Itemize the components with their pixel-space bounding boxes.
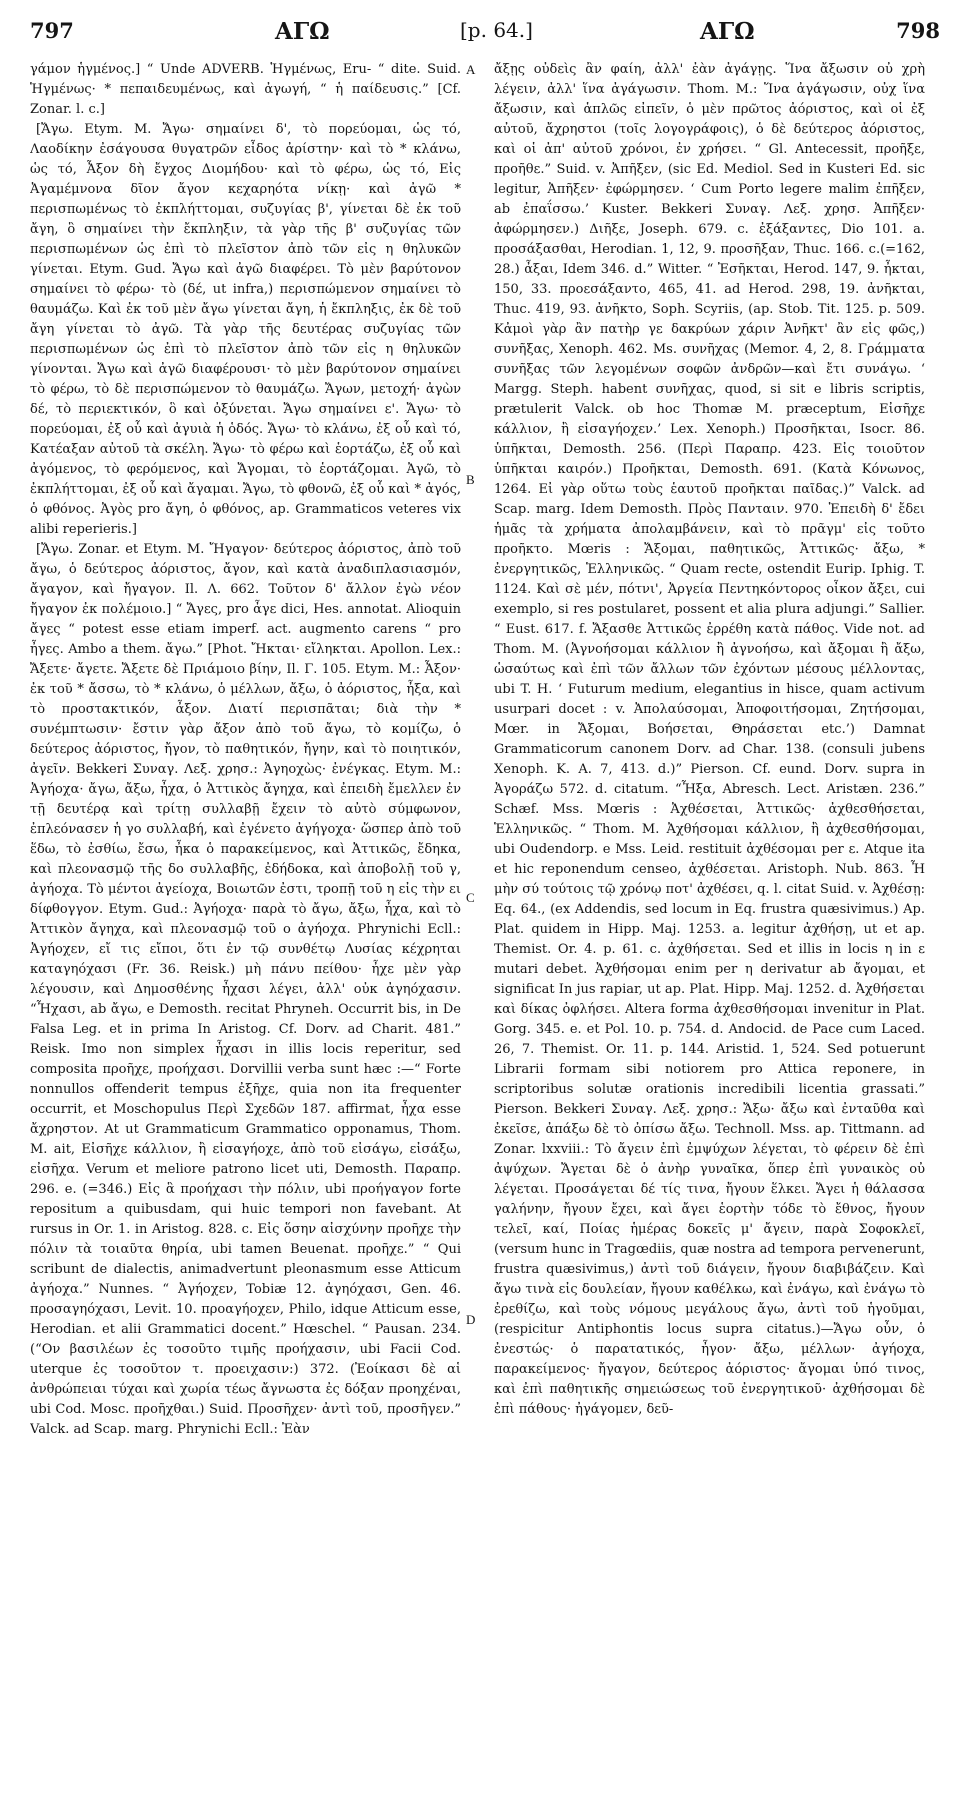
right-column [494, 60, 925, 1805]
right-paragraph-1: ἄξῃς οὐδεὶς ἂν φαίη, ἀλλ' ἐὰν ἀγάγῃς. Ἵνα ἄξωσιν οὐ χρὴ λέγειν, ἀλλ' ἵνα ἀγάγωσιν. Thom. M.: Ἵνα ἀγάγωσιν, οὐχ ἵνα ἄξωσιν, καὶ ἁπλῶς εἰπεῖν, ὁ μὲν πρῶτος ἀόριστος, καὶ οἱ ἐξ αὐτοῦ, ἄχρηστοι (τοῖς λογογράφοις), ὁ δὲ δεύτερος ἀόριστος, καὶ οἱ ἀπ' αὐτοῦ χρόνοι, ἐν χρήσει. “ Gl. Antecessit, προῆξε, προῆθε.” Suid. v. Ἀπῆξεν, (sic Ed. Mediol. Sed in Kusteri Ed. sic legitur, Ἀπῆξεν· ἐφώρμησεν. ‘ Cum Porto legere malim ἐπῆξεν, ab ἐπαΐσσω.’ Kuster. Bekkeri Συναγ. Λεξ. χρησ. Ἀπῆξεν· ἀφώρμησεν.) Διῆξε, Joseph. 679. c. ἐξάξαντες, Dio 101. a. προσάξασθαι, Herodian. 1, 12, 9. προσῆξαν, Thuc. 166. c.(=162, 28.) ἆξαι, Idem 346. d.” Witter. “ Ἐσῆκται, Herod. 147, 9. ἦκται, 150, 33. προεσάξαντο, 465, 41. ad Herod. 298, 19. ἀνῆκται, Thuc. 419, 93. ἀνῆκτο, Soph. Scyriis, (ap. Stob. Tit. 125. p. 509. Κἀμοὶ γὰρ ἂν πατὴρ γε δακρύων χάριν Ἀνῆκτ' ἂν εἰς φῶς,) συνῆξας, Xenoph. 462. Ms. συνῆχας (Memor. 4, 2, 8. Γράμματα συνῆξας τῶν λεγομένων σοφῶν ἀνδρῶν—καὶ ἔτι συνάγω. ‘ Margg. Steph. habent συνῆχας, quod, si sit e libris scriptis, prætulerit Valck. ob hoc Thomæ M. præceptum, Εἰσῆχε κάλλιον, ἢ εἰσαγήοχεν.’ Lex. Xenoph.) Προσῆκται, Isocr. 86. ὑπῆκται, Demosth. 256. (Περὶ Παραπρ. 423. Εἰς τοιοῦτον ὑπῆκται καιρόν.) Προῆκται, Demosth. 691. (Κατὰ Κόνωνος, 1264. Εἰ γὰρ οὕτω τοὺς ἑαυτοῦ προῆκται παῖδας.)” Valck. ad Scap. marg. Idem Demosth. Πρὸς Πανταιν. 970. Ἐπειδὴ δ' ἔδει ἡμᾶς τὰ χρήματα ἀπολαμβάνειν, καὶ τὸ πρᾶγμ' εἰς τοῦτο προῆκτο. Mœris : Ἄξομαι, παθητικῶς, Ἀττικῶς· ἄξω, * ἐνεργητικῶς, Ἑλληνικῶς. “ Quam recte, ostendit Eurip. Iphig. T. 1124. Καὶ σὲ μέν, πότνι', Ἀργεία Πεντηκόντορος οἶκον ἄξει, cui exemplo, si res postularet, possent et alia plura adjungi.” Sallier. “ Eust. 617. f. Ἄξασθε Ἀττικῶς ἐρρέθη κατὰ πάθος. Vide not. ad Thom. M. (Ἀγνοήσομαι κάλλιον ἢ ἀγνοήσω, καὶ ἄξομαι ἢ ἄξω, ὡσαύτως καὶ ἐπὶ τῶν ἄλλων τῶν ἐχόντων μέσους μέλλοντας, ubi T. H. ‘ Futurum medium, elegantius in hisce, quam activum usurpari docet : v. Ἀπολαύσομαι, Ἀποφοιτήσομαι, Ζητήσομαι, Mœr. in Ἄξομαι, Βοήσεται, Θηράσεται etc.’) Damnat Grammaticorum canonem Dorv. ad Char. 138. (consuli jubens Xenoph. K. A. 7, 413. d.)” Pierson. Cf. eund. Dorv. supra in Ἀγοράζω 572. d. citatum. “Ἦξα, Abresch. Lect. Aristæn. 236.” Schæf. Mss. Mœris : Ἀχθέσεται, Ἀττικῶς· ἀχθεσθήσεται, Ἑλληνικῶς. “ Thom. M. Ἀχθήσομαι κάλλιον, ἢ ἀχθεσθήσομαι, ubi Oudendorp. e Mss. Leid. restituit ἀχθέσομαι per ε. Atque ita et hic reponendum censeo, ἀχθέσεται. Aristoph. Nub. 863. Ἦ μὴν σύ τούτοις τῷ χρόνῳ ποτ' ἀχθέσει, q. l. citat Suid. v. Ἀχθέσῃ: Eq. 64., (ex Addendis, sed locum in Eq. frustra quæsivimus.) Ap. Plat. quidem in Hipp. Maj. 1253. a. legitur ἀχθήσῃ, ut et ap. Themist. Or. 4. p. 61. c. ἀχθήσεται. Sed et illis in locis η in ε mutari debet. Ἀχθήσομαι enim per η derivatur ab ἄγομαι, et significat In jus rapiar, ut ap. Plat. Hipp. Maj. 1252. d. Ἀχθήσεται καὶ δίκας ὀφλήσει. Altera forma ἀχθεσθήσομαι invenitur in Plat. Gorg. 345. e. et Pol. 10. p. 754. d. Andocid. de Pace cum Laced. 26, 7. Themist. Or. 11. p. 144. Aristid. 1, 524. Sed potuerunt Librarii formam sibi notiorem pro Attica reponere, in scriptoribus solutæ orationis incredibili licentia grassati.” Pierson. Bekkeri Συναγ. Λεξ. χρησ.: Ἄξω· ἄξω καὶ ἐνταῦθα καὶ ἐκεῖσε, ἀπάξω δὲ τὸ ὀπίσω ἄξω. Technoll. Mss. ap. Tittmann. ad Zonar. lxxviii.: Τὸ ἄγειν ἐπὶ ἐμψύχων λέγεται, τὸ φέρειν δὲ ἐπὶ ἀψύχων. Ἄγεται δὲ ὁ ἀνὴρ γυναῖκα, ὅπερ ἐπὶ γυναικὸς οὐ λέγεται. Προσάγεται δέ τίς τινα, ἤγουν ἕλκει. Ἄγει ἡ θάλασσα γαλήνην, ἤγουν ἔχει, καὶ ἄγει ἑορτὴν τόδε τὸ ἔθνος, ἤγουν τελεῖ, καί, Ποίας ἡμέρας δοκεῖς μ' ἄγειν, παρὰ Σοφοκλεῖ, (versum hunc in Tragœdiis, quæ nostra ad tempora pervenerunt, frustra quæsivimus,) ἀντὶ τοῦ διάγειν, ἤγουν διαβιβάζειν. Καὶ ἄγω τινὰ εἰς δουλείαν, ἤγουν καθέλκω, καὶ ἐνάγω, καὶ ἐνάγω τὸ ἐρεθίζω, καὶ τοὺς νόμους μεγάλους ἄγω, ἀντὶ τοῦ ἡγοῦμαι, (respicitur Antiphontis locus supra citatus.)—Ἄγω οὖν, ὁ ἐνεστώς· ὁ παρατατικός, ἦγον· ἄξω, μέλλων· ἀγήοχα, παρακείμενος· ἤγαγον, δεύτερος ἀόριστος· ἄγομαι ὑπό τινος, καὶ ἐπὶ παθητικῆς σημειώσεως τοῦ ἐνεργητικοῦ· ἀχθήσομαι δὲ ἐπὶ πάθους· ἠγάγομεν, δεῦ- [494, 62, 925, 1417]
original-page-reference: [p. 64.] [460, 18, 533, 42]
running-headword-left: ΑΓΩ [275, 18, 330, 45]
running-headword-right: ΑΓΩ [700, 18, 755, 45]
section-marker-c: C [466, 890, 475, 905]
left-paragraph-3: [Ἄγω. Zonar. et Etym. M. Ἤγαγον· δεύτερος ἀόριστος, ἀπὸ τοῦ ἄγω, ὁ δεύτερος ἀόριστος, ἄγον, καὶ κατὰ ἀναδιπλασιασμόν, ἄγαγον, καὶ ἤγαγον. Il. Λ. 662. Τοῦτον δ' ἄλλον ἐγὼ νέον ἤγαγον ἐκ πολέμοιο.] “ Ἄγες, pro ἆγε dici, Hes. annotat. Alioquin ἄγες “ potest esse etiam imperf. act. augmento carens “ pro ἦγες. Ambo a them. ἄγω.” [Phot. Ἤκται· εἴληκται. Apollon. Lex.: Ἄξετε· ἄγετε. Ἄξετε δὲ Πριάμοιο βίην, Il. Γ. 105. Etym. M.: Ἆξον· ἐκ τοῦ * ἄσσω, τὸ * κλάνω, ὁ μέλλων, ἄξω, ὁ ἀόριστος, ἦξα, καὶ τὸ προστακτικόν, ἆξον. Διατί περισπᾶται; διὰ τὴν * συνέμπτωσιν· ἔστιν γὰρ ἄξον ἀπὸ τοῦ ἄγω, τὸ κομίζω, ὁ δεύτερος ἀόριστος, ἤγον, τὸ παθητικόν, ἤγην, καὶ τὸ ποιητικόν, ἀγεῖν. Bekkeri Συναγ. Λεξ. χρησ.: Ἀγηοχὼς· ἐνέγκας. Etym. M.: Ἀγήοχα· ἄγω, ἄξω, ἦχα, ὁ Ἀττικὸς ἄγηχα, καὶ ἐπειδὴ ἔμελλεν ἐν τῇ δευτέρᾳ καὶ τρίτῃ συλλαβῇ ἔχειν τὸ αὐτὸ σύμφωνον, ἐπλεόνασεν ἡ γο συλλαβή, καὶ ἐγένετο ἀγήγοχα· ὥσπερ ἀπὸ τοῦ ἕδω, τὸ ἐσθίω, ἔσω, ἦκα ὁ παρακείμενος, καὶ Ἀττικῶς, ἔδηκα, καὶ πλεονασμῷ τῆς δο συλλαβῆς, ἐδήδοκα, καὶ ἀποβολῇ τοῦ γ, ἀγήοχα. Τὸ μέντοι ἀγείοχα, Βοιωτῶν ἐστι, τροπῇ τοῦ η εἰς τὴν ει δίφθογγον. Etym. Gud.: Ἀγήοχα· παρὰ τὸ ἄγω, ἄξω, ἦχα, καὶ τὸ Ἀττικὸν ἄγηχα, καὶ πλεονασμῷ τοῦ ο ἀγήοχα. Phrynichi Ecll.: Ἀγήοχεν, εἴ τις εἴποι, ὅτι ἐν τῷ συνθέτῳ Λυσίας κέχρηται καταγηόχασι (Fr. 36. Reisk.) μὴ πάνυ πείθου· ἦχε μὲν γὰρ λέγουσιν, καὶ Δημοσθένης ἦχασι λέγει, ἀλλ' οὐκ ἀγηόχασιν. “Ἦχασι, ab ἄγω, e Demosth. recitat Phryneh. Occurrit bis, in De Falsa Leg. et in prima In Aristog. Cf. Dorv. ad Charit. 481.” Reisk. Imo non simplex ἦχασι in illis locis reperitur, sed composita προῆχε, προήχασι. Dorvillii verba sunt hæc :—“ Forte nonnullos offenderit tempus ἐξῆχε, quia non ita frequenter occurrit, et Moschopulus Περὶ Σχεδῶν 187. affirmat, ἦχα esse ἄχρηστον. At ut Grammaticum Grammatico opponamus, Thom. M. ait, Εἰσῆχε κάλλιον, ἢ εἰσαγήοχε, ἀπὸ τοῦ εἰσάγω, εἰσάξω, εἰσῆχα. Verum et meliore patrono licet uti, Demosth. Παραπρ. 296. e. (=346.) Εἰς ἃ προήχασι τὴν πόλιν, ubi προήγαγον forte repositum a quibusdam, qui huic tempori non favebant. At rursus in Or. 1. in Aristog. 828. c. Εἰς ὅσην αἰσχύνην προῆχε τὴν πόλιν τὰ τοιαῦτα θηρία, ubi tamen Beuenat. προῆχε.” “ Qui scribunt de dialectis, animadvertunt pleonasmum esse Atticum ἀγήοχα.” Nunnes. “ Ἀγήοχεν, Tobiæ 12. ἀγηόχασι, Gen. 46. προσαγηόχασι, Levit. 10. προαγήοχεν, Philo, idque Atticum esse, Herodian. et alii Grammatici docent.” Hœschel. “ Pausan. 234. (“Ον βασιλέων ἐς τοσοῦτο τιμῆς προήχασιν, ubi Facii Cod. uterque ἐς τοσοῦτον τ. προειχασιν:) 372. (Ἐοίκασι δὲ αἱ ἀνθρώπειαι τύχαι καὶ χωρία τέως ἄγνωστα ἐς δόξαν προηχέναι, ubi Cod. Mosc. προῆχθαι.) Suid. Προσῆχεν· ἀντὶ τοῦ, προσῆγεν.” Valck. ad Scap. marg. Phrynichi Ecll.: Ἐὰν [30, 542, 461, 1437]
left-paragraph-1: γάμον ἡγμένος.] “ Unde ADVERB. Ἡγμένως, Eru- “ dite. Suid. Ἡγμένως· * πεπαιδευμένως, καὶ ἀγωγή, “ ἡ παίδευσις.” [Cf. Zonar. l. c.] [30, 62, 461, 117]
page-number-left: 797 [30, 18, 74, 43]
section-marker-d: D [466, 1312, 476, 1327]
page-header [30, 18, 940, 58]
section-marker-a: A [466, 62, 476, 77]
page-number-right: 798 [896, 18, 940, 43]
left-column [30, 60, 461, 1805]
section-marker-b: B [466, 472, 475, 487]
left-paragraph-2: [Ἄγω. Etym. M. Ἄγω· σημαίνει δ', τὸ πορεύομαι, ὡς τό, Λαοδίκην ἐσάγουσα θυγατρῶν εἶδος ἀρίστην· καὶ τὸ * κλάνω, ὡς τό, Ἆξον δὴ ἔγχος Διομήδου· καὶ τὸ φέρω, ὡς τό, Εἰς Ἀγαμέμνονα δῖον ἄγον κεχαρηότα νίκῃ· καὶ ἀγῶ * περισπωμένως τὸ ἐκπλήττομαι, συζυγίας β', γίνεται δὲ ἐκ τοῦ ἄγη, ὃ σημαίνει τὴν ἔκπληξιν, τὰ γὰρ τῆς β' συζυγίας τῶν περισπωμένων ὡς ἐπὶ τὸ πλεῖστον ἀπὸ τῶν εἰς η θηλυκῶν γίνεται. Etym. Gud. Ἄγω καὶ ἀγῶ διαφέρει. Τὸ μὲν βαρύτονον σημαίνει τὸ φέρω· τὸ (δέ, ut infra,) περισπώμενον σημαίνει τὸ θαυμάζω. Καὶ ἐκ τοῦ μὲν ἄγω γίνεται ἄγη, ἡ ἔκπληξις, ἐκ δὲ τοῦ ἄγη γίνεται τὸ ἀγῶ. Τὰ γὰρ τῆς δευτέρας συζυγίας τῶν περισπωμένων ὡς ἐπὶ τὸ πλεῖστον ἀπὸ τῶν εἰς η θηλυκῶν γίνονται. Ἄγω καὶ ἀγῶ διαφέρουσι· τὸ μὲν βαρύτονον σημαίνει τὸ φέρω, τὸ δὲ περισπώμενον τὸ θαυμάζω. Ἄγων, μετοχή· ἀγὼν δέ, τὸ περιεκτικόν, ὃ καὶ ὀξύνεται. Ἄγω σημαίνει ε'. Ἄγω· τὸ πορεύομαι, ἐξ οὗ καὶ ἀγυιὰ ἡ ὁδός. Ἄγω· τὸ κλάνω, ἐξ οὗ καὶ τό, Κατέαξαν αὐτοῦ τὰ σκέλη. Ἄγω· τὸ φέρω καὶ ἑορτάζω, ἐξ οὗ καὶ ἀγόμενος, τὸ φερόμενος, καὶ Ἄγομαι, τὸ ἑορτάζομαι. Ἀγῶ, τὸ ἐκπλήττομαι, ἐξ οὗ καὶ ἄγαμαι. Ἄγω, τὸ φθονῶ, ἐξ οὗ καὶ * ἀγός, ὁ φθόνος. Ἀγὸς pro ἄγη, ὁ φθόνος, ap. Grammaticos veteres vix alibi reperieris.] [30, 122, 461, 537]
